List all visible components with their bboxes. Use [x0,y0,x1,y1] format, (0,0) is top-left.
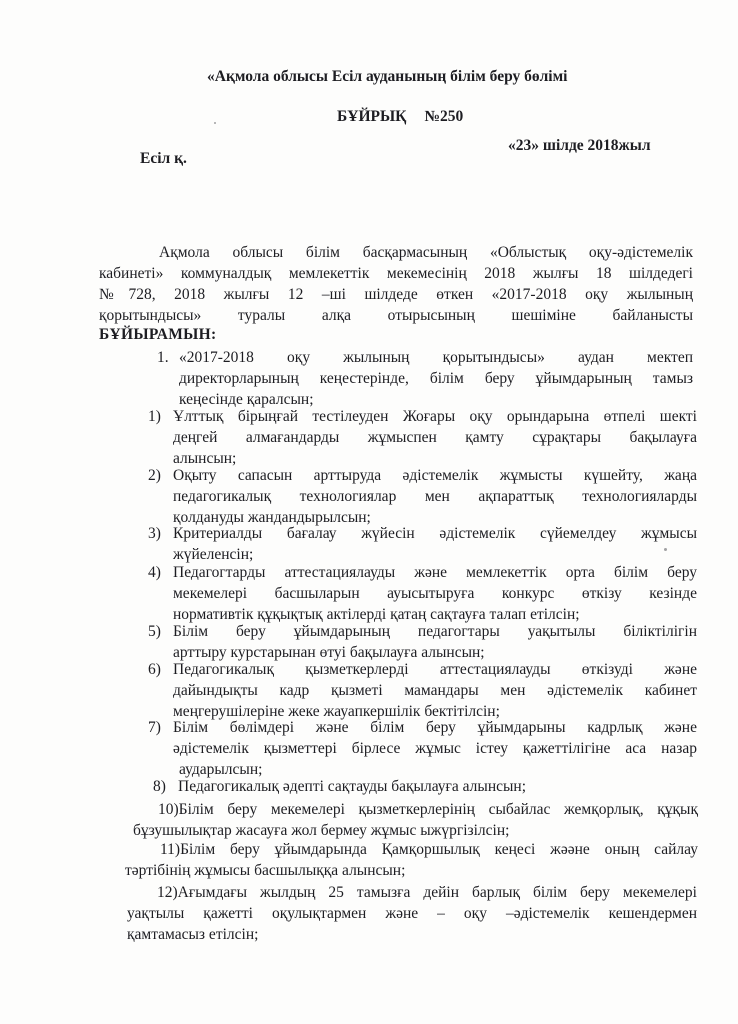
order-item [133,799,698,841]
item-line: мекемелері басшыларын ауысытыруға конкурс өткізу кезінде [173,585,697,602]
item-marker: 4) [148,564,161,581]
item-line: арттыру курстарынан өтуі бақылауға алынсын; [173,644,485,661]
order-item [127,882,697,945]
preamble-paragraph [99,242,693,326]
scan-speck [664,548,667,551]
item-line: Ұлттық бірыңғай тестілеуден Жоғары оқу орындарына өтпелі шекті [173,408,697,425]
order-word: БҰЙЫРАМЫН: [99,326,217,343]
preamble-line: Ақмола облысы білім басқармасының «Облыстық оқу-әдістемелік [159,244,693,261]
item-line: қолдануды жандандырылсын; [173,509,371,526]
order-item [148,523,697,565]
item-line [133,799,698,820]
item-line: алынсын; [173,450,237,467]
item-marker: 8) [153,778,166,795]
document-heading [337,108,463,126]
item-line: Критериалды бағалау жүйесін әдістемелік сүйемелдеу жұмысы [173,525,697,542]
item-line: Білім бөлімдері және білім беру ұйымдарыны кадрлық және [173,719,697,736]
item-marker: 1) [148,408,161,425]
item-line: қамтамасыз етілсін; [127,926,259,943]
order-item [157,347,693,410]
item-marker: 5) [148,623,161,640]
item-line: тәртібінің жұмысы басшылыққа алынсын; [125,862,406,879]
order-item [148,659,697,722]
document-type: БҰЙРЫҚ [337,108,407,125]
organization-title: «Ақмола облысы Есіл ауданының білім беру бөлімі [207,68,568,85]
order-item [148,621,697,663]
order-item [148,562,697,625]
item-line: кеңесінде қаралсын; [179,391,314,408]
order-item [148,406,697,469]
order-item [125,839,698,881]
item-marker: 11) [160,841,181,858]
document-number: №250 [424,108,464,125]
item-marker: 6) [148,661,161,678]
item-line: аударылсын; [179,761,263,778]
item-line-text: Ағымдағы жылдың 25 тамызға дейін барлық білім беру мекемелері [177,884,697,901]
item-line: «2017-2018 оқу жылының қорытындысы» аудан мектеп [179,349,693,366]
item-marker: 3) [148,525,161,542]
item-line: Педагогикалық әдепті сақтауды бақылауға алынсын; [178,778,527,795]
order-item [148,465,697,528]
item-line: Оқыту сапасын арттыруда әдістемелік жұмысты күшейту, жаңа [173,467,697,484]
item-line: директорларының кеңестерінде, білім беру ұйымдарының тамыз [179,370,693,387]
order-item [148,717,697,780]
item-line [125,839,698,860]
document-place: Есіл қ. [140,150,187,167]
item-line: әдістемелік қызметтері бірлесе жұмыс істеу қажеттілігіне аса назар [173,740,697,757]
item-marker: 1. [157,349,169,366]
item-line: деңгей алмағандарды жұмыспен қамту сұрақтары бақылауға [173,429,697,446]
item-line: Педагогикалық қызметкерлерді аттестациялауды өткізуді және [173,661,697,678]
item-line: дайындықты кадр қызметі мамандары мен әдістемелік кабинет [173,682,697,699]
order-item [153,776,698,797]
item-marker: 7) [148,719,161,736]
item-line [127,882,697,903]
document-date: «23» шілде 2018жыл [508,137,651,154]
preamble-line: қорытындысы» туралы алқа отырысының шешіміне байланысты [99,307,693,324]
item-line: Білім беру ұйымдарының педагогтары уақытылы біліктілігін [173,623,697,640]
item-marker: 2) [148,467,161,484]
preamble-line: кабинеті» коммуналдық мемлекеттік мекемесінің 2018 жылғы 18 шілдедегі [99,265,693,282]
item-line: Педагогтарды аттестациялауды және мемлекеттік орта білім беру [173,564,697,581]
item-line: педагогикалық технологиялар мен ақпараттық технологияларды [173,488,697,505]
item-line-text: Білім беру ұйымдарында Қамқоршылық кеңесі жәәне оның сайлау [180,841,698,858]
item-line: меңгерушілеріне жеке жауапкершілік бектітілсін; [173,703,500,720]
item-marker: 10) [158,801,179,818]
item-line-text: Білім беру мекемелері қызметкерлерінің сыбайлас жемқорлық, құқық [178,801,698,818]
item-line: жүйеленсін; [173,546,254,563]
item-line: нормативтік құқықтық актілерді қатаң сақтауға талап етілсін; [173,606,580,623]
preamble-line: №728, 2018 жылғы 12 –ші шілдеде өткен «2017-2018 оқу жылының [99,286,693,303]
item-line: уақтылы қажетті оқулықтармен және – оқу –әдістемелік кешендермен [127,905,697,922]
scan-speck [214,122,216,124]
item-marker: 12) [157,884,178,901]
item-line: бұзушылықтар жасауға жол бермеу жұмыс ыжүргізілсін; [133,822,510,839]
